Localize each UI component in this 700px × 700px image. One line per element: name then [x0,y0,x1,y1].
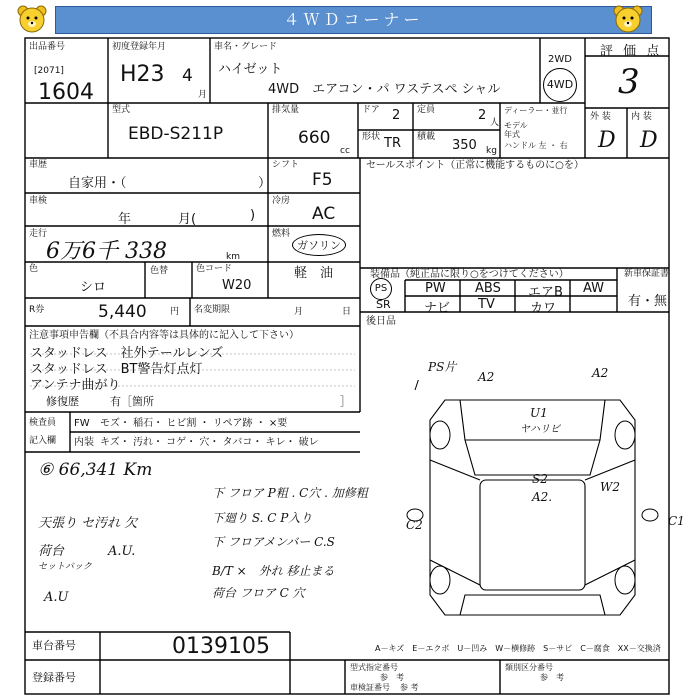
load-label: 積載 [417,132,436,142]
equipment-navi: ナビ [424,301,451,316]
check-label-1: 検査員 [29,418,57,428]
inspection-label: 車検 [29,196,48,206]
recycle-value: 5,440 [98,302,147,322]
frame-label: 車検証番号 [350,683,390,692]
check-row2-head: 内装 [74,437,94,448]
dealer-label: ディーラー・並行 [504,106,568,115]
hw-right-2: 下廻り S. C P入り [212,511,313,525]
hw-ps-note: PS片 [428,360,457,374]
hw-a2-left: A2 [478,370,495,384]
cert-label: 型式指定番号 [350,663,398,672]
drive-4wd-circled: 4WD [543,68,577,102]
class-sub: 参 考 [540,673,564,682]
hw-right-1: 下 フロア P粗 . C穴 . 加修粗 [212,486,368,500]
equipment-aw: AW [583,281,605,296]
car-label: 車名・グレード [214,42,278,52]
hw-w2: W2 [600,480,620,494]
rear-seat-label: 後日品 [366,316,396,327]
header-banner: ４ＷＤコーナー [55,6,652,34]
car-name: ハイゼット [218,62,283,77]
recycle-label: R券 [29,305,45,315]
hw-u1: U1 [530,406,548,420]
mileage-label: 走行 [29,229,48,239]
recycle-deadline-label: 名変期限 [194,305,231,315]
doors-label: ドア [362,105,380,115]
dealer-model-label: モデル [504,121,528,130]
notes-line-3: アンテナ曲がり [30,378,121,393]
inspection-month: 月( [178,212,197,227]
hw-right-4: B/T × 外れ 移止まる [212,564,335,578]
fuel-gasoline-circled: ガソリン [292,234,346,256]
sales-point-label-text: セールスポイント（正常に機能するものに [366,160,556,171]
hw-left-mark: A.U [44,590,69,605]
load-unit: kg [486,146,497,156]
color-code: W20 [222,278,252,293]
hw-left-3: セットバック [38,562,92,572]
recycle-unit: 円 [170,307,180,317]
hw-u1-sub: ヤハリビ [520,424,560,435]
rating-exterior: D [598,128,616,153]
equipment-tv: TV [478,297,495,312]
equipment-pw: PW [425,281,446,296]
hw-left-4: A.U. [108,544,136,559]
recycle-month: 月 [294,307,304,317]
cert-sub: 参 考 [380,673,404,682]
check-row1: モズ・ 稲石・ ヒビ割 ・ リペア跡 ・ ×要 [100,418,288,429]
mileage-value: 6万6千 338 [46,239,167,264]
hw-left-1: 天張り セ汚れ 欠 [38,516,138,531]
chassis-value: 0139105 [172,634,270,659]
displacement-unit: cc [340,146,350,156]
sales-point-circle: ○ [555,160,564,171]
equipment-abs: ABS [475,281,501,296]
check-label-2: 記入欄 [29,436,57,446]
color-value: シロ [80,280,107,295]
hw-c2: C2 [406,518,423,532]
dealer-handle-label: ハンドル 左 ・ 右 [504,141,568,150]
fuel-label: 燃料 [272,229,291,239]
recycle-day: 日 [342,307,352,317]
notes-repair-open: 有［箇所 [110,395,154,408]
hw-right-3: 下 フロアメンバー C.S [212,535,335,549]
notes-label: 注意事項申告欄（不具合内容等は具体的に記入して下さい） [29,330,299,341]
load-value: 350 [452,138,477,153]
capacity-value: 2 [478,108,487,123]
new-warranty-label: 新車保証書 [624,269,670,279]
equipment-leather: カワ [530,301,557,316]
equipment-ps: PS [370,278,392,300]
fuel-diesel: 軽 油 [294,266,334,281]
first-reg-label: 初度登録年月 [112,42,167,52]
hw-left-2: 荷台 [38,544,65,559]
rating-score: 3 [618,62,640,102]
hw-c1: C1 [668,514,685,528]
history-label: 車歴 [29,160,48,170]
capacity-unit: 人 [490,118,500,128]
shape-value: TR [384,136,401,151]
aircon-value: AC [312,204,336,224]
rating-exterior-label: 外 装 [590,112,611,122]
drive-2wd: 2WD [548,54,572,65]
hw-s2: S2 [532,472,548,486]
inspection-year: 年 [118,212,132,227]
check-row2: キズ・ 汚れ・ コゲ・ 穴・ タバコ・ キレ・ 破レ [100,437,319,448]
legend: A－キズ E－エクボ U－凹み W－横修跡 S－サビ C－腐食 XX－交換済 [375,644,661,653]
new-warranty-value: 有・無 [628,294,668,309]
notes-repair-close: ］ [340,395,351,408]
car-grade: 4WD エアコン・パ ワステスペ シャル [268,82,501,97]
equipment-sr: SR [376,298,391,311]
lot-sub: [2071] [34,66,64,76]
class-label: 類別区分番号 [505,663,553,672]
doors-value: 2 [392,108,401,123]
displacement-value: 660 [298,128,331,148]
hw-a2-mid: A2. [532,490,553,504]
history-value: 自家用・（ [68,176,127,191]
first-reg-year: H23 [120,62,165,87]
first-reg-month: 4 [182,66,193,86]
hw-odometer: ⑥ 66,341 Km [38,460,153,480]
history-close: ） [258,176,272,191]
dealer-year-label: 年式 [504,130,520,139]
model-label: 型式 [112,105,131,115]
model-value: EBD-S211P [128,124,224,144]
hw-right-5: 荷台 フロア C 穴 [212,586,305,600]
color-change-label: 色替 [150,266,169,276]
shift-value: F5 [312,170,333,190]
chassis-label: 車台番号 [32,639,76,652]
inspection-close: ) [250,208,256,223]
shift-label: シフト [272,160,300,170]
sales-point-label [366,160,584,171]
aircon-label: 冷房 [272,196,291,206]
footer-registration-label: 登録番号 [32,671,76,684]
check-row1-head: FW [74,418,90,429]
shape-label: 形状 [362,132,381,142]
color-code-label: 色コード [196,264,233,274]
sales-point-tail: を） [563,160,584,171]
color-label: 色 [29,264,39,274]
notes-repair: 修復歴 [46,395,79,408]
displacement-label: 排気量 [272,105,300,115]
capacity-label: 定員 [417,105,436,115]
frame-sub: 参 考 [400,683,419,692]
notes-line-2: スタッドレス BT警告灯点灯 [30,362,203,377]
equipment-airbag: エアB [528,285,563,300]
first-reg-month-unit: 月 [198,90,208,100]
rating-label: 評 価 点 [600,44,663,59]
notes-line-1: スタッドレス 社外テールレンズ [30,346,224,361]
lot-label: 出品番号 [29,42,66,52]
rating-interior: D [640,128,658,153]
rating-interior-label: 内 装 [631,112,652,122]
lot-number: 1604 [38,80,94,105]
mileage-unit: km [226,252,240,262]
hw-a2-right: A2 [592,366,609,380]
equipment-label: 装備品（純正品に限り○をつけてください） [370,269,569,280]
